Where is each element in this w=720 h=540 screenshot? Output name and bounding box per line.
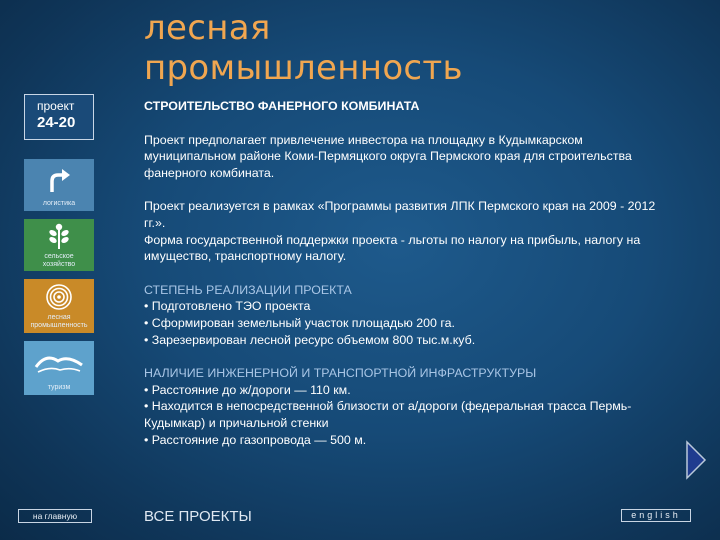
sidebar-item-logistics[interactable] xyxy=(24,159,94,211)
project-code: 24-20 xyxy=(37,114,76,131)
project-label: проект xyxy=(37,99,75,113)
status-item-text: Подготовлено ТЭО проекта xyxy=(151,299,311,314)
sidebar-item-tourism[interactable] xyxy=(24,341,94,395)
status-item: • Сформирован земельный участок площадью 200 га. xyxy=(144,315,455,330)
project-badge xyxy=(24,94,94,140)
all-projects-link[interactable]: ВСЕ ПРОЕКТЫ xyxy=(144,508,252,525)
project-heading: СТРОИТЕЛЬСТВО ФАНЕРНОГО КОМБИНАТА xyxy=(144,99,420,113)
sidebar-item-label-line: промышленность xyxy=(30,322,88,329)
sidebar-item-forestry[interactable] xyxy=(24,279,94,333)
sidebar-item-label xyxy=(24,314,94,330)
page-title-line-1: лесная xyxy=(144,8,271,48)
page-title-line-2: промышленность xyxy=(144,48,463,88)
status-item: • Подготовлено ТЭО проекта xyxy=(144,299,311,314)
status-item-text: Зарезервирован лесной ресурс объемом 800 тыс.м.куб. xyxy=(151,332,476,347)
sprout-icon xyxy=(44,222,74,250)
sidebar-item-label-line: хозяйство xyxy=(42,261,76,268)
project-description xyxy=(144,98,664,448)
infra-item: • Расстояние до ж/дороги — 110 км. xyxy=(144,382,351,397)
page-title xyxy=(144,8,463,88)
sidebar-item-label: туризм xyxy=(47,384,71,391)
sidebar-item-label-line: лесная xyxy=(47,314,71,321)
infra-item: • Расстояние до газопровода — 500 м. xyxy=(144,432,367,447)
sidebar-item-agriculture[interactable] xyxy=(24,219,94,271)
infra-item: • Находится в непосредственной близости от а/дороги (федеральная трасса Пермь-Кудымкар) и причальной стенки xyxy=(144,399,632,430)
sidebar-item-label xyxy=(24,253,94,269)
arrow-turn-icon xyxy=(44,165,74,195)
sidebar-item-label-line: сельское xyxy=(44,253,74,260)
next-arrow-icon[interactable] xyxy=(684,440,708,480)
sidebar-item-label: логистика xyxy=(42,200,76,207)
status-item-text: Сформирован земельный участок площадью 200 га. xyxy=(151,315,455,330)
status-item: • Зарезервирован лесной ресурс объемом 800 тыс.м.куб. xyxy=(144,332,476,347)
tree-rings-icon xyxy=(45,283,73,311)
infra-item-text: Расстояние до ж/дороги — 110 км. xyxy=(151,382,351,397)
project-paragraph-1: Проект предполагает привлечение инвестора на площадку в Кудымкарском муниципальном районе Коми-Пермяцкого округа Пермского края для строительства фанерного комбината. xyxy=(144,132,632,180)
infra-section-title: НАЛИЧИЕ ИНЖЕНЕРНОЙ И ТРАНСПОРТНОЙ ИНФРАСТРУКТУРЫ xyxy=(144,366,537,381)
project-paragraph-3: Форма государственной поддержки проекта - льготы по налогу на прибыль, налогу на имущество, транспортному налогу. xyxy=(144,232,641,264)
status-section-title: СТЕПЕНЬ РЕАЛИЗАЦИИ ПРОЕКТА xyxy=(144,282,352,297)
english-language-button[interactable]: english xyxy=(621,509,691,522)
mountains-icon xyxy=(34,351,84,375)
infra-item-text: Расстояние до газопровода — 500 м. xyxy=(151,432,367,447)
infra-item-text: Находится в непосредственной близости от а/дороги (федеральная трасса Пермь-Кудымкар) и причальной стенки xyxy=(144,399,632,430)
sidebar xyxy=(24,94,94,395)
project-paragraph-2: Проект реализуется в рамках «Программы развития ЛПК Пермского края на 2009 - 2012 гг.». xyxy=(144,199,656,230)
home-button[interactable]: на главную xyxy=(18,509,92,523)
